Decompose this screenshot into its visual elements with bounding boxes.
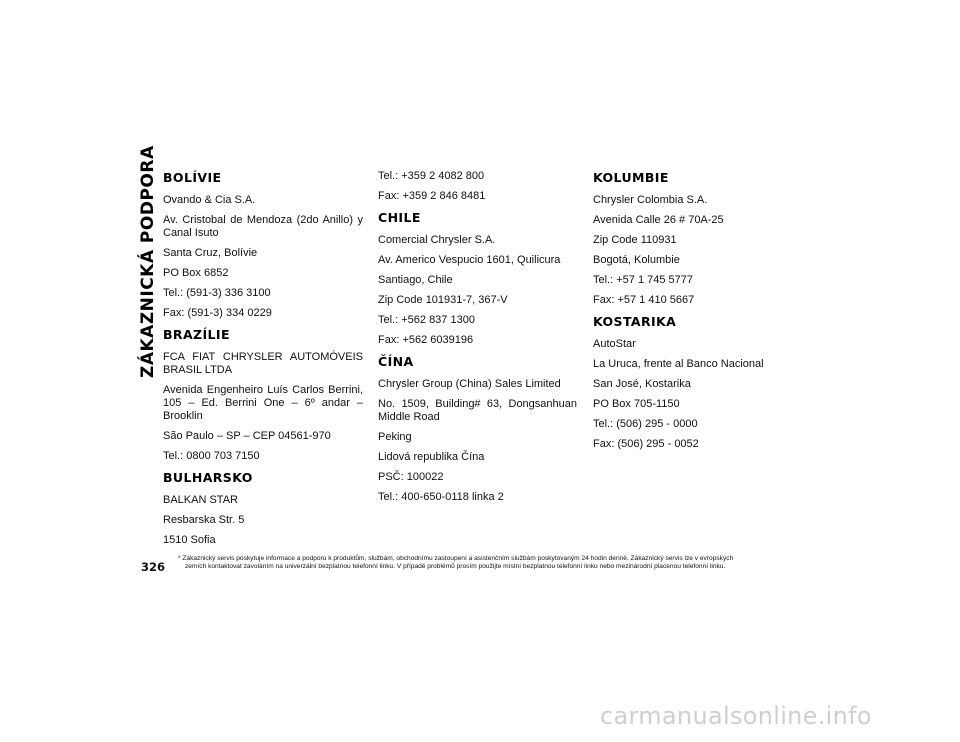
text-line: Tel.: +562 837 1300: [378, 314, 475, 326]
page-number: 326: [141, 560, 166, 574]
text-line: São Paulo – SP – CEP 04561-970: [163, 430, 331, 442]
footnote-line-2: zemích kontaktovat zavoláním na univerzální bezplatnou telefonní linku. V případě problémů prosím použijte místní bezplatnou telefonní linku nebo mezinárodní placenou telefonní linku.: [185, 563, 726, 570]
text-line: Fax: +562 6039196: [378, 334, 474, 346]
heading-chile: CHILE: [378, 210, 421, 225]
footnote: [178, 555, 798, 571]
heading-kostarika: KOSTARIKA: [593, 314, 677, 329]
heading-kolumbie: KOLUMBIE: [593, 170, 669, 185]
column-2: [378, 170, 577, 511]
text-line: Avenida Engenheiro Luís Carlos Berrini, 105 – Ed. Berrini One – 6º andar – Brooklin: [163, 384, 363, 422]
text-line: Chrysler Colombia S.A.: [593, 194, 708, 206]
text-line: Zip Code 110931: [593, 234, 677, 246]
column-3: [593, 170, 793, 458]
text-line: Av. Cristobal de Mendoza (2do Anillo) y Canal Isuto: [163, 214, 363, 239]
watermark: carmanualsonline.info: [600, 702, 872, 730]
text-line: Peking: [378, 431, 412, 443]
text-line: La Uruca, frente al Banco Nacional: [593, 358, 764, 370]
text-line: Zip Code 101931-7, 367-V: [378, 294, 508, 306]
text-line: FCA FIAT CHRYSLER AUTOMÓVEIS BRASIL LTDA: [163, 351, 363, 376]
text-line: 1510 Sofia: [163, 534, 216, 546]
text-line: Tel.: (591-3) 336 3100: [163, 287, 271, 299]
text-line: Lidová republika Čína: [378, 451, 485, 463]
text-line: PO Box 705-1150: [593, 398, 680, 410]
text-line: Comercial Chrysler S.A.: [378, 234, 496, 246]
text-line: Fax: +57 1 410 5667: [593, 294, 695, 306]
text-line: Tel.: +359 2 4082 800: [378, 170, 485, 182]
text-line: Tel.: (506) 295 - 0000: [593, 418, 698, 430]
text-line: PO Box 6852: [163, 267, 229, 279]
text-line: Tel.: 400-650-0118 linka 2: [378, 491, 504, 503]
text-line: AutoStar: [593, 338, 636, 350]
text-line: San José, Kostarika: [593, 378, 691, 390]
text-line: Fax: (591-3) 334 0229: [163, 307, 272, 319]
text-line: Santiago, Chile: [378, 274, 453, 286]
text-line: Tel.: +57 1 745 5777: [593, 274, 693, 286]
heading-bolivie: BOLÍVIE: [163, 170, 222, 185]
text-line: Ovando & Cia S.A.: [163, 194, 256, 206]
text-line: Fax: +359 2 846 8481: [378, 190, 486, 202]
column-1: [163, 170, 363, 554]
heading-cina: ČÍNA: [378, 354, 414, 369]
text-line: BALKAN STAR: [163, 494, 238, 506]
text-line: Tel.: 0800 703 7150: [163, 450, 260, 462]
text-line: Avenida Calle 26 # 70A-25: [593, 214, 724, 226]
heading-brazilie: BRAZÍLIE: [163, 327, 230, 342]
text-line: Resbarska Str. 5: [163, 514, 245, 526]
heading-bulharsko: BULHARSKO: [163, 470, 253, 485]
text-line: No. 1509, Building# 63, Dongsanhuan Middle Road: [378, 398, 577, 423]
text-line: Fax: (506) 295 - 0052: [593, 438, 699, 450]
text-line: PSČ: 100022: [378, 471, 444, 483]
section-side-title: ZÁKAZNICKÁ PODPORA: [138, 145, 158, 378]
text-line: Chrysler Group (China) Sales Limited: [378, 378, 561, 390]
text-line: Bogotá, Kolumbie: [593, 254, 680, 266]
text-line: Santa Cruz, Bolívie: [163, 247, 258, 259]
text-line: Av. Americo Vespucio 1601, Quilicura: [378, 254, 561, 266]
footnote-line-1: * Zákaznický servis poskytuje informace a podporu k produktům, službám, obchodnímu zastoupení a asistenčním službám poskytovaným 24 hodin denně. Zákaznický servis lze v evropských: [178, 555, 734, 562]
